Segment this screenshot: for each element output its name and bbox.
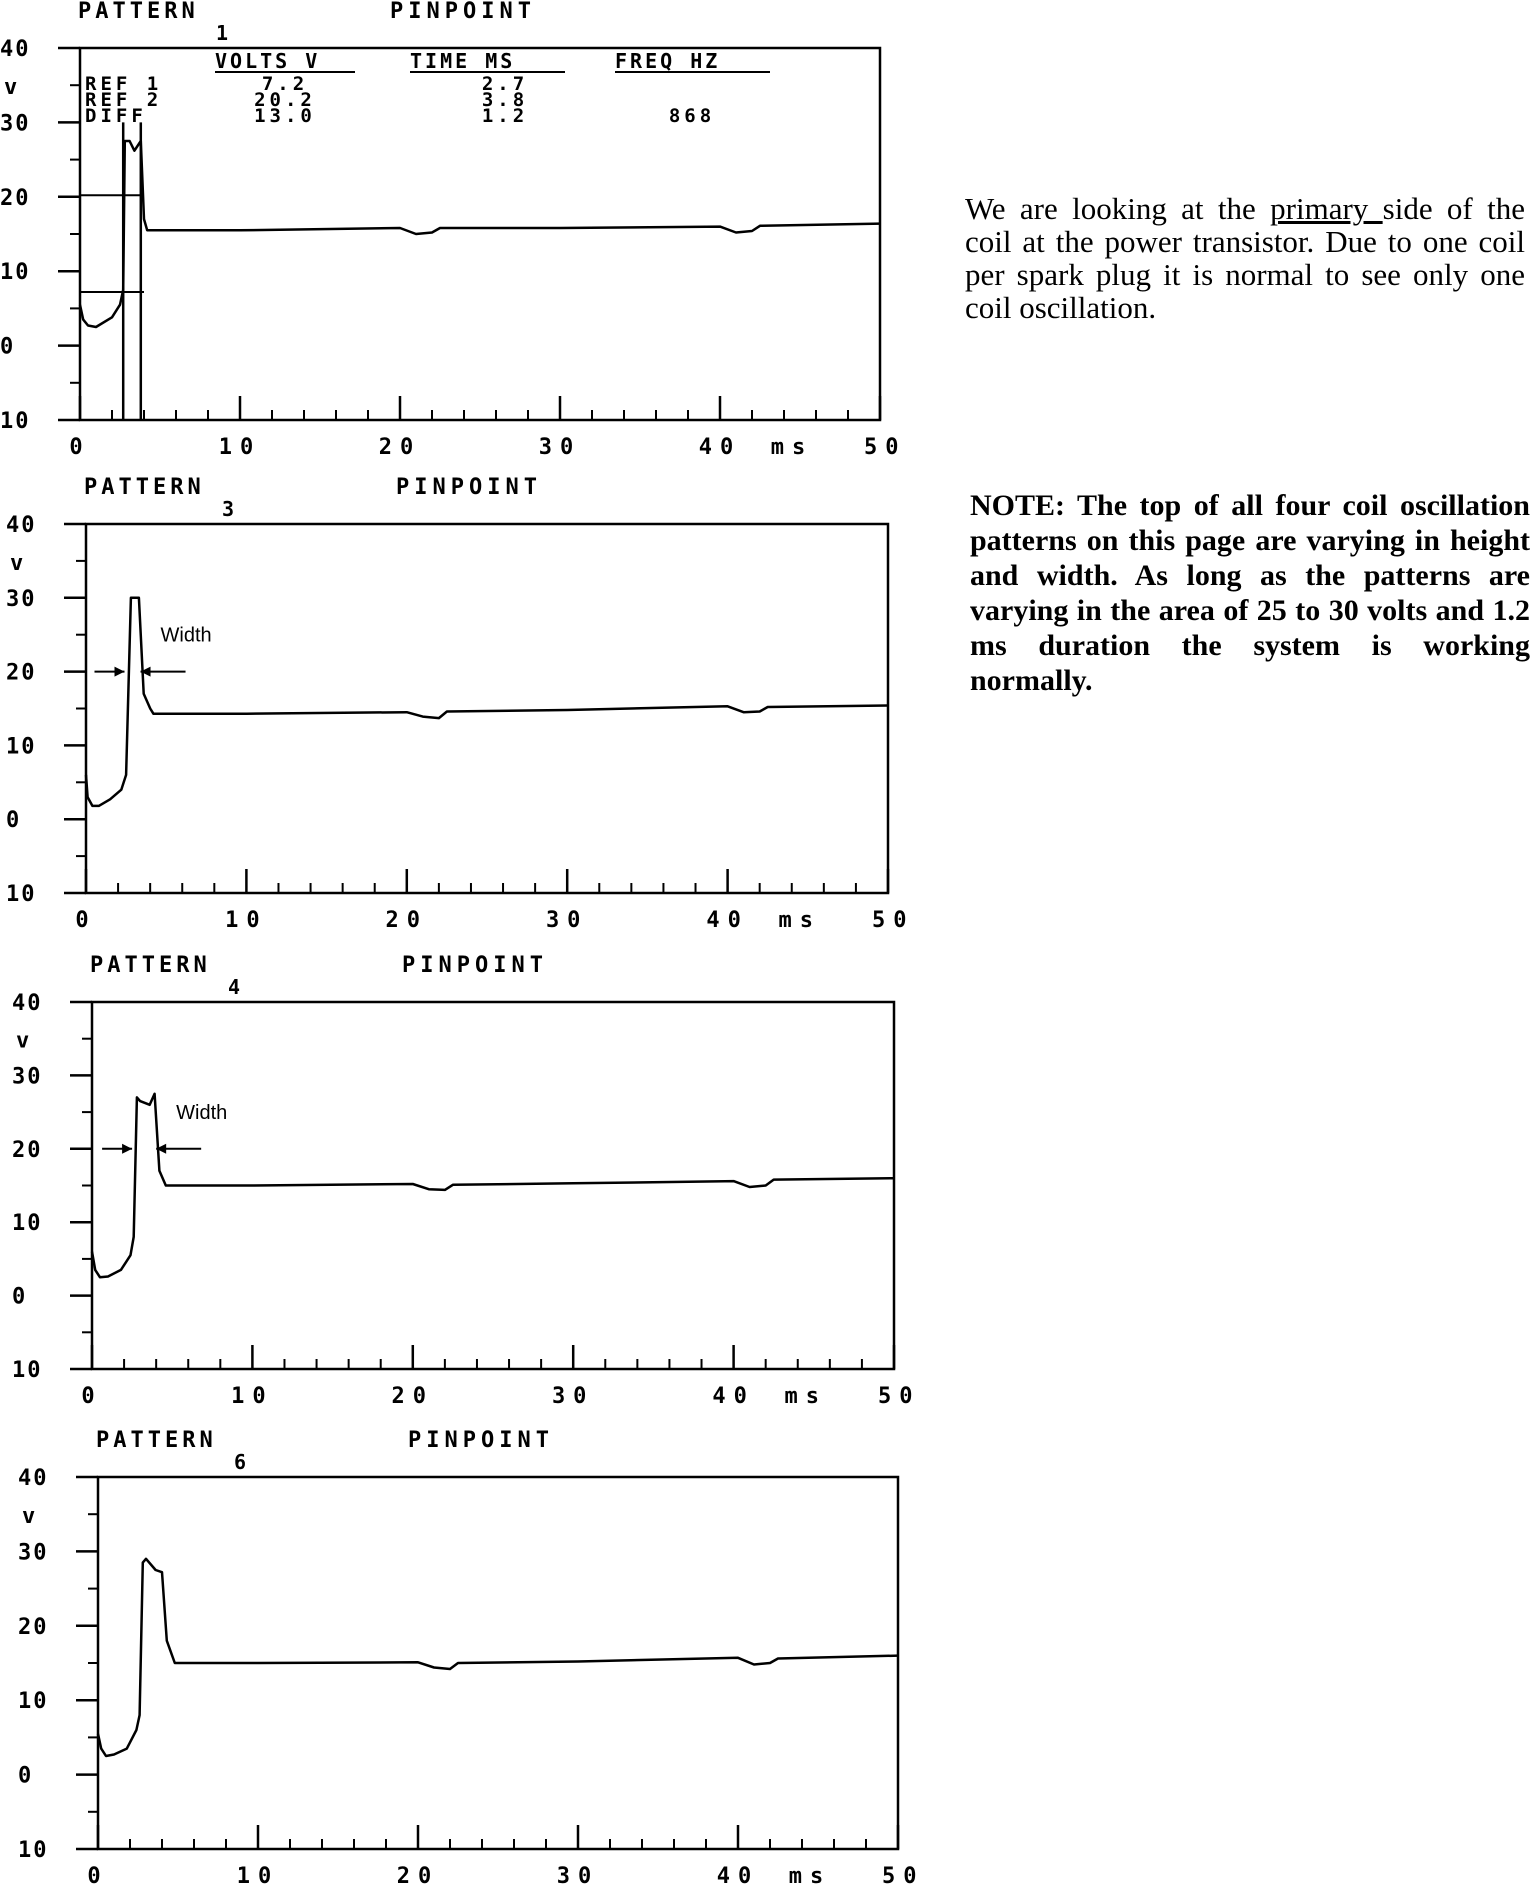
- width-arrow-left-head: [122, 1144, 132, 1154]
- readout-freq: 868: [668, 105, 716, 127]
- pattern-label: PATTERN: [96, 1428, 217, 1453]
- pattern-number: 6: [233, 1450, 247, 1474]
- x-tick-label: 40: [712, 1384, 755, 1409]
- x-unit-label: ms: [784, 1384, 828, 1409]
- y-unit-label: v: [22, 1504, 36, 1530]
- y-tick-label: 10: [12, 1358, 43, 1383]
- x-tick-label: 50: [878, 1384, 921, 1409]
- y-tick-label: 0: [0, 334, 16, 360]
- pattern-number: 1: [215, 21, 229, 45]
- y-tick-label: 40: [18, 1466, 49, 1491]
- readout-row-label: REF 1: [85, 73, 163, 95]
- y-tick-label: 30: [18, 1540, 49, 1566]
- description-intro: We are looking at the: [965, 191, 1271, 226]
- x-tick-label: 20: [396, 1864, 440, 1889]
- x-tick-label: 0: [75, 908, 97, 933]
- y-tick-label: 40: [6, 513, 37, 538]
- pinpoint-label: PINPOINT: [408, 1428, 554, 1453]
- y-tick-label: 10: [18, 1838, 49, 1863]
- x-tick-label: 0: [69, 435, 91, 460]
- x-tick-label: 20: [378, 435, 422, 460]
- waveform-line: [80, 141, 880, 327]
- y-tick-label: 40: [12, 991, 43, 1016]
- y-tick-label: 10: [6, 734, 37, 760]
- readout-row-label: DIFF: [85, 105, 147, 127]
- x-tick-label: 0: [87, 1864, 109, 1889]
- plot-frame: [86, 524, 888, 893]
- y-unit-label: v: [10, 550, 24, 576]
- pattern-number: 3: [221, 497, 235, 521]
- note-text: NOTE: The top of all four coil oscillation patterns on this page are varying in height and width. As long as the patterns are varying in the area of 25 to 30 volts and 1.2 ms duration the system is working normally.: [970, 489, 1530, 697]
- x-tick-label: 40: [698, 435, 742, 460]
- chart-pattern-6: [18, 1428, 925, 1889]
- pattern-label: PATTERN: [78, 0, 199, 24]
- x-tick-label: 30: [551, 1384, 595, 1409]
- x-tick-label: 10: [218, 435, 262, 460]
- readout-header: VOLTS V: [215, 49, 321, 73]
- y-unit-label: v: [4, 75, 18, 101]
- y-tick-label: 30: [12, 1064, 43, 1090]
- x-tick-label: 40: [706, 908, 749, 933]
- y-tick-label: 20: [12, 1137, 43, 1163]
- y-tick-label: 20: [0, 185, 31, 211]
- pattern-label: PATTERN: [84, 475, 205, 500]
- pattern-label: PATTERN: [90, 953, 211, 978]
- readout-row-label: REF 2: [85, 89, 163, 111]
- y-tick-label: 30: [0, 111, 31, 137]
- pinpoint-label: PINPOINT: [396, 475, 542, 500]
- y-tick-label: 0: [18, 1763, 34, 1789]
- x-tick-label: 40: [716, 1864, 760, 1889]
- description-rest: side of the coil at the power transistor. Due to one coil per spark plug it is normal to see only one coil oscillation.: [965, 191, 1525, 325]
- y-unit-label: v: [16, 1028, 30, 1054]
- chart-pattern-3: [6, 475, 915, 933]
- chart-pattern-1: [0, 0, 907, 460]
- y-tick-label: 10: [0, 260, 31, 286]
- x-tick-label: 30: [538, 435, 582, 460]
- x-tick-label: 20: [385, 908, 429, 933]
- width-annotation: Width: [160, 624, 212, 647]
- readout-volts: 7.2: [261, 73, 309, 95]
- x-tick-label: 50: [882, 1864, 925, 1889]
- x-tick-label: 30: [545, 908, 589, 933]
- x-tick-label: 10: [236, 1864, 280, 1889]
- readout-time: 3.8: [481, 89, 529, 111]
- y-tick-label: 10: [12, 1211, 43, 1237]
- readout-header: TIME MS: [410, 49, 516, 73]
- chart-pattern-4: [12, 953, 921, 1409]
- x-tick-label: 0: [81, 1384, 103, 1409]
- x-unit-label: ms: [778, 908, 822, 933]
- readout-time: 2.7: [481, 73, 529, 95]
- width-annotation: Width: [176, 1102, 228, 1125]
- description-text: [965, 192, 1525, 324]
- readout-time: 1.2: [481, 105, 529, 127]
- readout-header: FREQ HZ: [615, 49, 721, 73]
- pinpoint-label: PINPOINT: [402, 953, 548, 978]
- y-tick-label: 20: [6, 660, 37, 686]
- x-tick-label: 10: [231, 1384, 274, 1409]
- x-tick-label: 50: [864, 435, 907, 460]
- x-tick-label: 10: [225, 908, 268, 933]
- x-unit-label: ms: [788, 1864, 832, 1889]
- x-tick-label: 50: [872, 908, 915, 933]
- x-unit-label: ms: [770, 435, 814, 460]
- y-tick-label: 10: [0, 409, 31, 434]
- y-tick-label: 0: [6, 808, 22, 834]
- pattern-number: 4: [227, 975, 241, 999]
- x-tick-label: 20: [391, 1384, 435, 1409]
- x-tick-label: 30: [556, 1864, 600, 1889]
- readout-volts: 13.0: [254, 105, 316, 127]
- readout-volts: 20.2: [254, 89, 316, 111]
- pinpoint-label: PINPOINT: [390, 0, 536, 24]
- description-primary: primary: [1270, 191, 1383, 226]
- y-tick-label: 0: [12, 1284, 28, 1310]
- y-tick-label: 10: [6, 882, 37, 907]
- y-tick-label: 10: [18, 1689, 49, 1715]
- y-tick-label: 30: [6, 586, 37, 612]
- y-tick-label: 20: [18, 1614, 49, 1640]
- waveform-line: [98, 1559, 898, 1756]
- y-tick-label: 40: [0, 37, 31, 62]
- width-arrow-left-head: [114, 667, 124, 677]
- plot-frame: [80, 48, 880, 420]
